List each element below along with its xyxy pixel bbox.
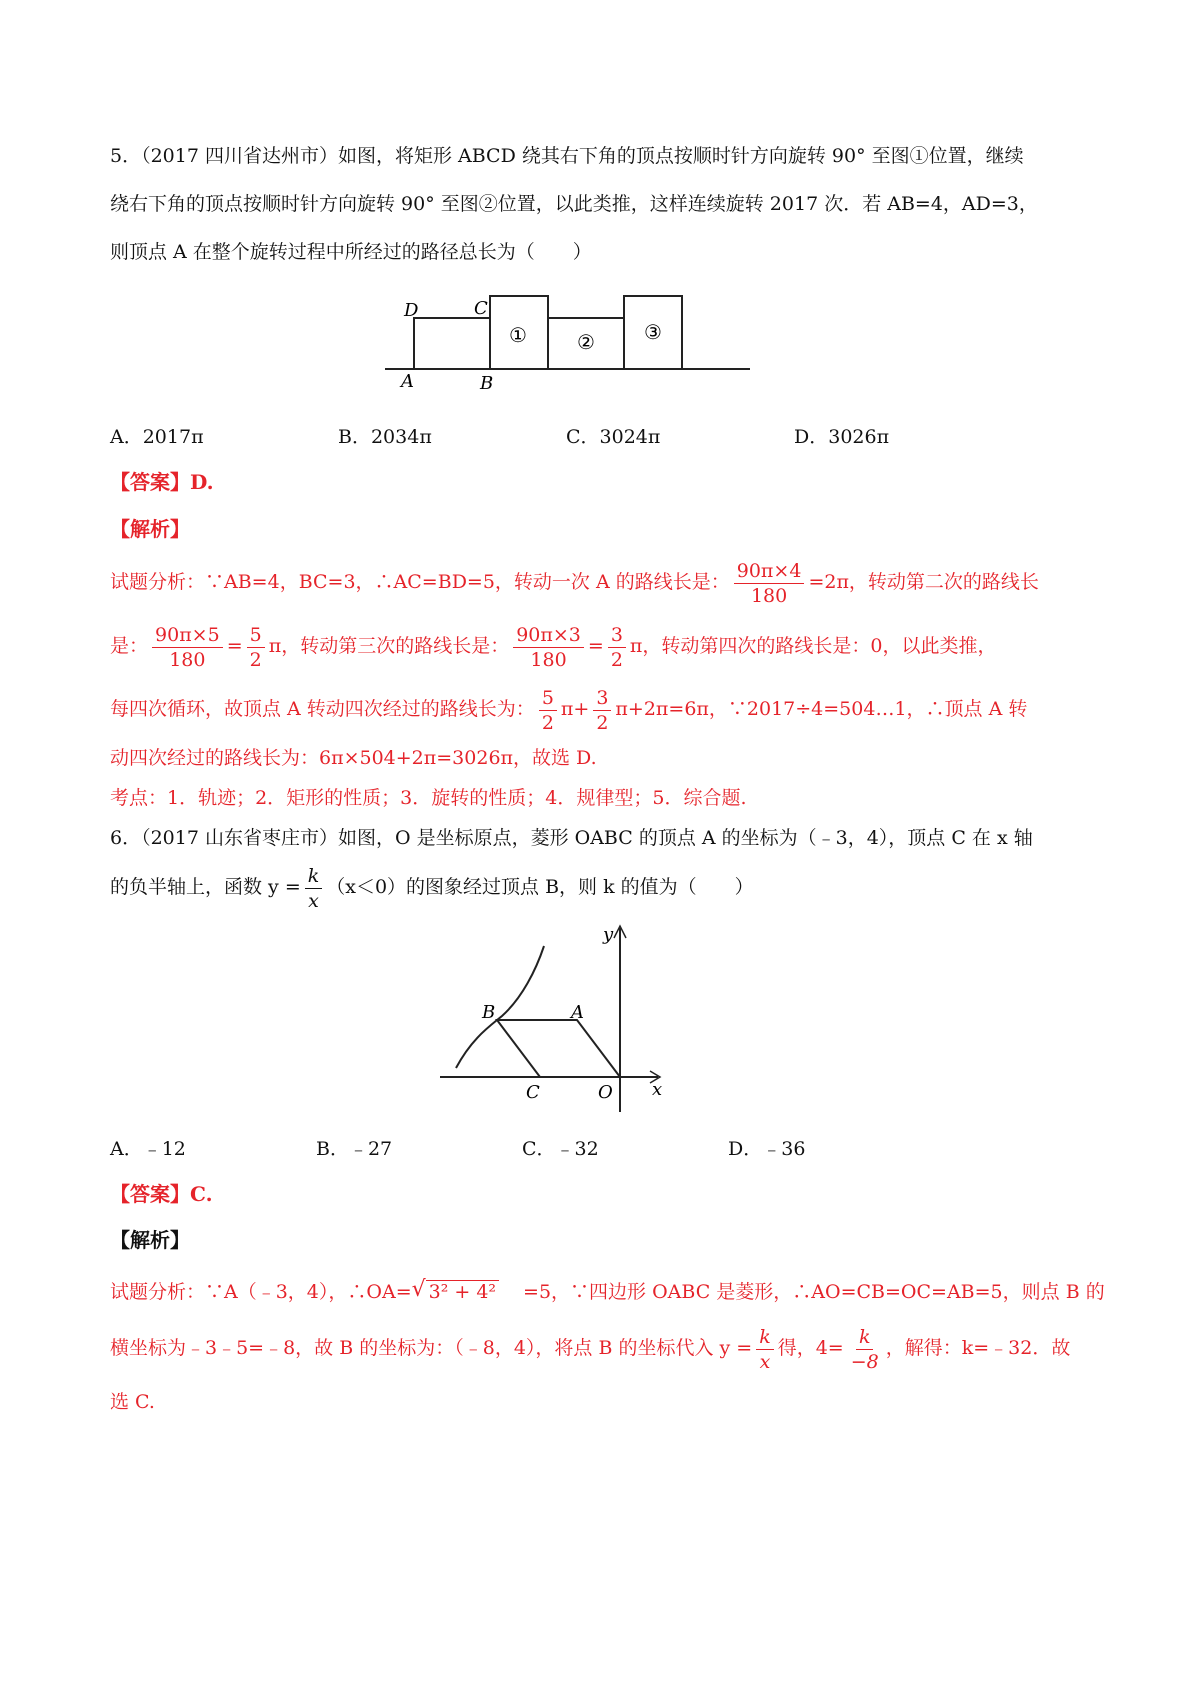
q6-option-b: B．﹣27	[316, 1138, 393, 1160]
q5-option-b: B．2034π	[338, 426, 432, 448]
q5-analysis-line-4: 动四次经过的路线长为：6π×504+2π=3026π，故选 D.	[110, 747, 597, 769]
q5-rotation-figure	[380, 285, 760, 400]
q5-line-3: 则顶点 A 在整个旋转过程中所经过的路径总长为（ ）	[110, 241, 592, 263]
label-circle-2: ②	[577, 330, 595, 354]
label-d: D	[404, 300, 419, 321]
label-a: A	[571, 1002, 584, 1023]
q6-analysis-title: 【解析】	[110, 1228, 190, 1252]
label-a: A	[401, 371, 414, 392]
label-circle-3: ③	[644, 320, 662, 344]
label-x-axis: x	[652, 1079, 663, 1100]
q6-analysis-line-2: 横坐标为﹣3﹣5=﹣8，故 B 的坐标为：（﹣8，4），将点 B 的坐标代入 y = $\frac{k}{x}$ 得，4= $\frac{k}{-8}$ ，解得：k=﹣32．故	[110, 1325, 1071, 1373]
q6-rhombus-figure	[440, 920, 680, 1120]
q5-knowledge-points: 考点：1．轨迹；2．矩形的性质；3．旋转的性质；4．规律型；5．综合题.	[110, 787, 747, 809]
q5-analysis-line-1: 试题分析：∵AB=4，BC=3，∴AC=BD=5，转动一次 A 的路线长是： $\frac{90\pi\times 4}{180}$ =2π，转动第二次的路线长	[110, 559, 1039, 607]
q6-answer: 【答案】C.	[110, 1182, 213, 1206]
label-c: C	[526, 1082, 540, 1103]
q6-option-c: C．﹣32	[522, 1138, 599, 1160]
q6-option-d: D．﹣36	[728, 1138, 806, 1160]
q5-option-c: C．3024π	[566, 426, 661, 448]
label-circle-1: ①	[509, 323, 527, 347]
q6-line-1: 6．（2017 山东省枣庄市）如图，O 是坐标原点，菱形 OABC 的顶点 A 的坐标为（﹣3，4），顶点 C 在 x 轴	[110, 827, 1033, 849]
q6-analysis-line-3: 选 C.	[110, 1391, 155, 1413]
q6-option-a: A．﹣12	[110, 1138, 186, 1160]
label-o: O	[598, 1082, 613, 1103]
q5-analysis-line-2: 是： $\frac{90\pi\times 5}{180}$ = $\frac{5}{2}$ π，转动第三次的路线长是： $\frac{90\pi\times 3}{180}$ = $\frac{3}{2}$ π，转动第四次的路线长是：0，以此类推，	[110, 623, 997, 671]
q6-line-2: 的负半轴上，函数 y = $\frac{k}{x}$ （x＜0）的图象经过顶点 B，则 k 的值为（ ）	[110, 864, 754, 912]
q6-analysis-line-1: 试题分析：∵A（﹣3，4），∴OA= √ 3² + 4² =5，∵四边形 OABC 是菱形，∴AO=CB=OC=AB=5，则点 B 的	[110, 1277, 1105, 1303]
q5-line-1: 5．（2017 四川省达州市）如图，将矩形 ABCD 绕其右下角的顶点按顺时针方向旋转 90° 至图①位置，继续	[110, 145, 1024, 167]
q5-analysis-line-3: 每四次循环，故顶点 A 转动四次经过的路线长为： $\frac{5}{2}$ π+ $\frac{3}{2}$ π+2π=6π，∵2017÷4=504…1，∴顶点 A 转	[110, 686, 1028, 734]
label-y-axis: y	[603, 924, 614, 945]
q5-option-d: D．3026π	[794, 426, 890, 448]
q5-line-2: 绕右下角的顶点按顺时针方向旋转 90° 至图②位置，以此类推，这样连续旋转 2017 次．若 AB=4，AD=3，	[110, 193, 1038, 215]
q5-option-a: A．2017π	[110, 426, 204, 448]
label-b: B	[482, 1002, 496, 1023]
q5-analysis-title: 【解析】	[110, 517, 190, 541]
label-c: C	[474, 298, 488, 319]
label-b: B	[480, 373, 494, 394]
q5-answer: 【答案】D.	[110, 470, 214, 494]
